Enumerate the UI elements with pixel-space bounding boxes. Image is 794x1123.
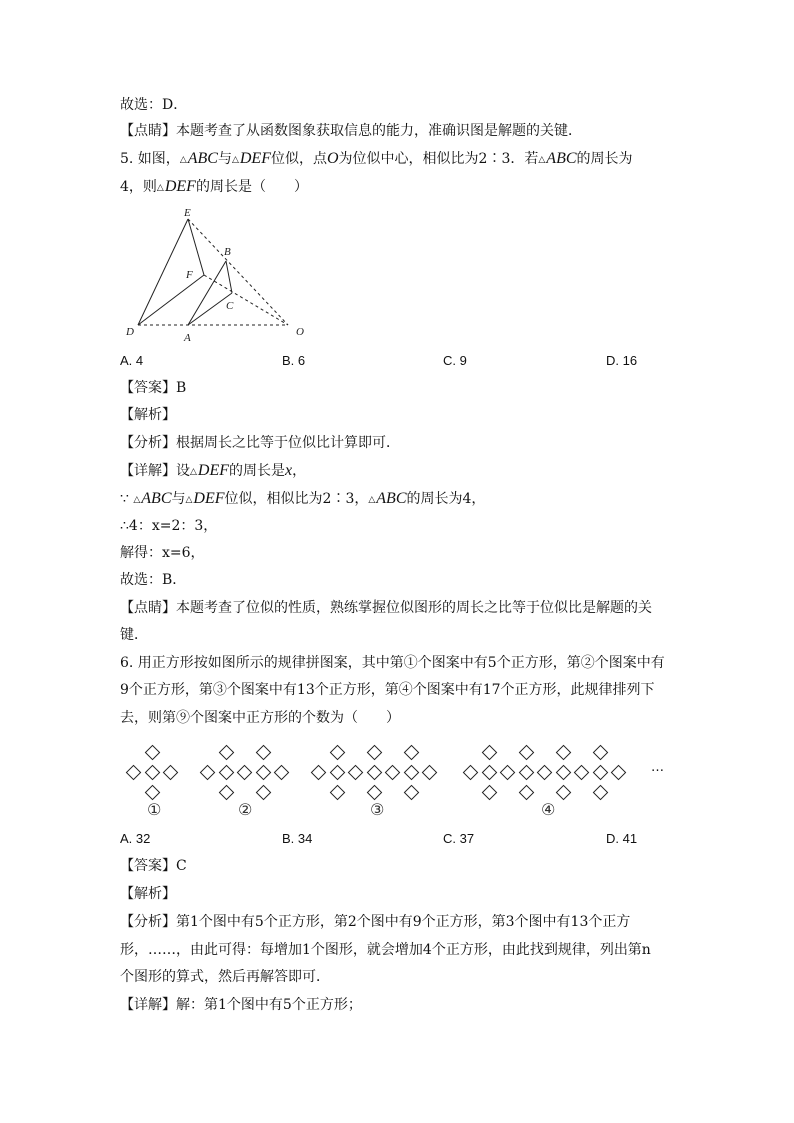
square-shape [311,765,327,781]
square-shape [348,765,364,781]
answer-label: 【答案】C [120,858,187,874]
question-6-line-1: 6. 用正方形按如图所示的规律拼图案，其中第①个图案中有5个正方形，第②个图案中有 [120,655,665,671]
square-shape [366,785,382,801]
label-F: F [186,269,193,281]
square-shape [518,765,534,781]
option-a: A. 32 [120,831,151,846]
analysis-text-3: 个图形的算式，然后再解答即可． [120,969,330,985]
label-O: O [296,326,304,338]
pattern-label-4: ④ [541,800,556,819]
square-shape [481,745,497,761]
question-6-line-3: 去，则第⑨个图案中正方形的个数为（ ） [120,710,400,726]
edge-ED [138,219,188,325]
choose-line: 故选：B． [120,572,187,588]
text-line: 【点睛】本题考查了从函数图象获取信息的能力，准确识图是解题的关键． [120,123,582,139]
question-6-line-2: 9个正方形，第③个图案中有13个正方形，第④个图案中有17个正方形，此规律排列下 [120,682,655,698]
square-shape [255,765,271,781]
edge-BA [188,261,226,325]
analysis-text-2: 形，……，由此可得：每增加1个图形，就会增加4个正方形，由此找到规律，列出第n [120,942,651,958]
square-shape [218,785,234,801]
square-shape [218,745,234,761]
square-shape [500,765,516,781]
square-shape [481,785,497,801]
square-shape [403,765,419,781]
square-shape [518,785,534,801]
square-shape [592,765,608,781]
square-shape [518,745,534,761]
square-shape [329,765,345,781]
analysis-text: 【分析】根据周长之比等于位似比计算即可． [120,435,400,451]
therefore-line: ∴4：x=2：3， [120,518,218,534]
square-shape [574,765,590,781]
detail-line: 【详解】设△DEF的周长是x， [120,462,307,479]
option-b: B. 6 [282,353,306,368]
analysis-label: 【解析】 [120,407,176,423]
text-line: 故选：D． [120,97,188,113]
square-shape [611,765,627,781]
label-D: D [126,326,134,338]
square-shape [144,745,160,761]
square-shape [385,765,401,781]
dashed-FO [204,275,288,325]
pattern-label-2: ② [238,800,253,819]
square-shape [403,785,419,801]
square-shape [237,765,253,781]
edge-FE [188,219,204,275]
square-shape [255,745,271,761]
option-c: C. 9 [443,353,467,368]
option-a: A. 4 [120,353,144,368]
comment-line-2: 键． [120,627,148,643]
square-shape [403,745,419,761]
analysis-text-1: 【分析】第1个图中有5个正方形，第2个图中有9个正方形，第3个图中有13个正方 [120,914,631,930]
square-shape [537,765,553,781]
comment-line-1: 【点睛】本题考查了位似的性质，熟练掌握位似图形的周长之比等于位似比是解题的关 [120,600,652,616]
option-d: D. 16 [606,353,638,368]
solve-line: 解得：x=6， [120,545,205,561]
square-shape [592,745,608,761]
square-shape [163,765,179,781]
square-shape [555,785,571,801]
square-shape [274,765,290,781]
square-shape [366,745,382,761]
answer-label: 【答案】B [120,380,187,396]
option-d: D. 41 [606,831,638,846]
square-shape [366,765,382,781]
square-shape [329,745,345,761]
detail-line: 【详解】解：第1个图中有5个正方形； [120,997,362,1013]
square-shape [422,765,438,781]
square-shape [255,785,271,801]
label-A: A [184,332,191,344]
square-shape [144,765,160,781]
analysis-label: 【解析】 [120,886,176,902]
question-5-line-1: 5. 如图，△ABC与△DEF位似，点O为位似中心，相似比为2∶3．若△ABC的周长为 [120,150,633,167]
square-shape [329,785,345,801]
square-shape [218,765,234,781]
pattern-ellipsis: … [651,760,664,775]
square-shape [481,765,497,781]
pattern-label-3: ③ [370,800,385,819]
label-B: B [224,246,231,258]
square-shape [126,765,142,781]
question-5-line-2: 4，则△DEF的周长是（ ） [120,178,308,195]
square-shape [200,765,216,781]
homothety-figure [118,205,318,345]
option-b: B. 34 [282,831,313,846]
square-shape [463,765,479,781]
option-c: C. 37 [443,831,475,846]
square-shape [555,765,571,781]
because-line: ∵ △ABC与△DEF位似，相似比为2∶3，△ABC的周长为4， [120,490,486,507]
square-shape [592,785,608,801]
square-shape [144,785,160,801]
square-shape [555,745,571,761]
label-C: C [226,300,234,312]
edge-DF [138,275,204,325]
pattern-label-1: ① [147,800,162,819]
label-E: E [184,207,191,219]
